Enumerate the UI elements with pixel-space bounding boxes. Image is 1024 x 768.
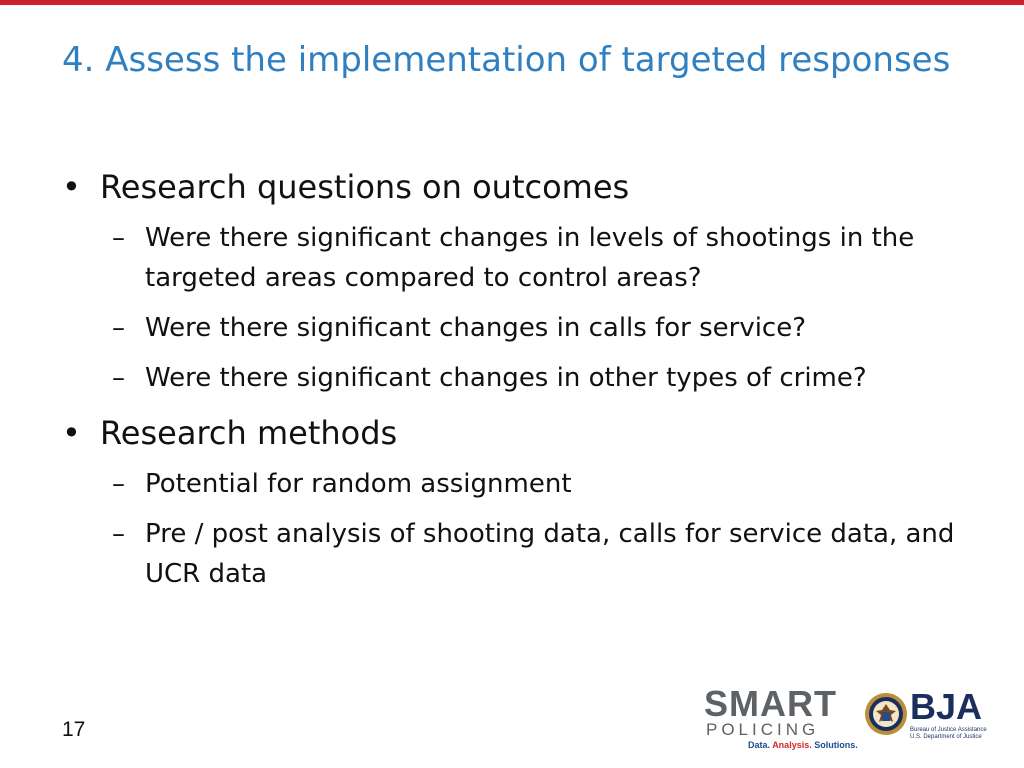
sub-item: [107, 464, 962, 504]
dash-marker: –: [112, 519, 125, 549]
sub-item: [107, 358, 962, 398]
dash-marker: –: [112, 363, 125, 393]
smart-logo-sub: POLICING: [706, 720, 820, 739]
doj-seal-icon: [864, 692, 908, 736]
bja-logo-subtitle: [910, 727, 987, 741]
bullet-label: Research methods: [100, 414, 398, 452]
slide-title: 4. Assess the implementation of targeted responses: [62, 40, 951, 80]
sub-item: [107, 308, 962, 348]
smart-logo-tagline: [748, 740, 858, 750]
sub-list-research-questions: [62, 218, 962, 398]
sub-item-text: Potential for random assignment: [145, 469, 572, 499]
slide-content: [62, 166, 962, 608]
dash-marker: –: [112, 469, 125, 499]
tagline-analysis: Analysis.: [772, 740, 812, 750]
dash-marker: –: [112, 223, 125, 253]
smart-logo-word: SMART: [704, 683, 837, 724]
sub-item-text: Pre / post analysis of shooting data, calls for service data, and UCR data: [145, 519, 955, 589]
sub-item-text: Were there significant changes in levels of shootings in the targeted areas compared to control areas?: [145, 223, 915, 293]
tagline-solutions: Solutions.: [814, 740, 858, 750]
dash-marker: –: [112, 313, 125, 343]
bullet-research-methods: [62, 412, 962, 454]
sub-list-research-methods: [62, 464, 962, 594]
sub-item-text: Were there significant changes in calls for service?: [145, 313, 807, 343]
bja-logo: [910, 688, 992, 744]
bja-logo-line1: Bureau of Justice Assistance: [910, 727, 987, 733]
tagline-data: Data.: [748, 740, 771, 750]
page-number: 17: [62, 718, 86, 741]
bja-logo-line2: U.S. Department of Justice: [910, 734, 982, 740]
bullet-research-questions: [62, 166, 962, 208]
sub-item: [107, 218, 962, 298]
bullet-marker: •: [62, 168, 81, 206]
bullet-label: Research questions on outcomes: [100, 168, 630, 206]
sub-item-text: Were there significant changes in other types of crime?: [145, 363, 867, 393]
smart-policing-logo: [704, 683, 858, 752]
top-accent-bar: [0, 0, 1024, 5]
sub-item: [107, 514, 962, 594]
bullet-marker: •: [62, 414, 81, 452]
bja-logo-word: BJA: [910, 686, 983, 727]
